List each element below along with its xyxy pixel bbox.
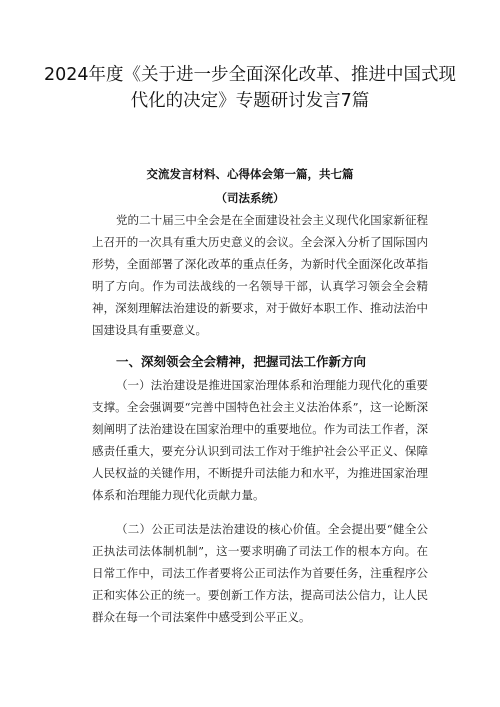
section-paragraph-1: （一）法治建设是推进国家治理体系和治理能力现代化的重要支撑。全会强调要“完善中国特色社会主义法治体系”，这一论断深刻阐明了法治建设在国家治理中的重要地位。作为司法工作者，深感责任重大，要充分认识到司法工作对于维护社会公平正义、保障人民权益的关键作用，不断提升司法能力和水平，为推进国家治理体系和治理能力现代化贡献力量。 [92, 378, 428, 502]
document-title: 2024年度《关于进一步全面深化改革、推进中国式现代化的决定》专题研讨发言7篇 [43, 65, 457, 111]
document-subtitle: 交流发言材料、心得体会第一篇，共七篇 [146, 167, 354, 181]
intro-paragraph: 党的二十届三中全会是在全面建设社会主义现代化国家新征程上召开的一次具有重大历史意义的会议。全会深入分析了国际国内形势，全面部署了深化改革的重点任务，为新时代全面深化改革指明了方向。作为司法战线的一名领导干部，认真学习领会全会精神，深刻理解法治建设的新要求，对于做好本职工作、推动法治中国建设具有重要意义。 [92, 213, 428, 337]
document-category: （司法系统） [215, 191, 285, 205]
section-paragraph-2: （二）公正司法是法治建设的核心价值。全会提出要“健全公正执法司法体制机制”，这一要求明确了司法工作的根本方向。在日常工作中，司法工作者要将公正司法作为首要任务，注重程序公正和实体公正的统一。要创新工作方法，提高司法公信力，让人民群众在每一个司法案件中感受到公平正义。 [92, 522, 428, 624]
section-heading: 一、深刻领会全会精神，把握司法工作新方向 [116, 354, 367, 369]
